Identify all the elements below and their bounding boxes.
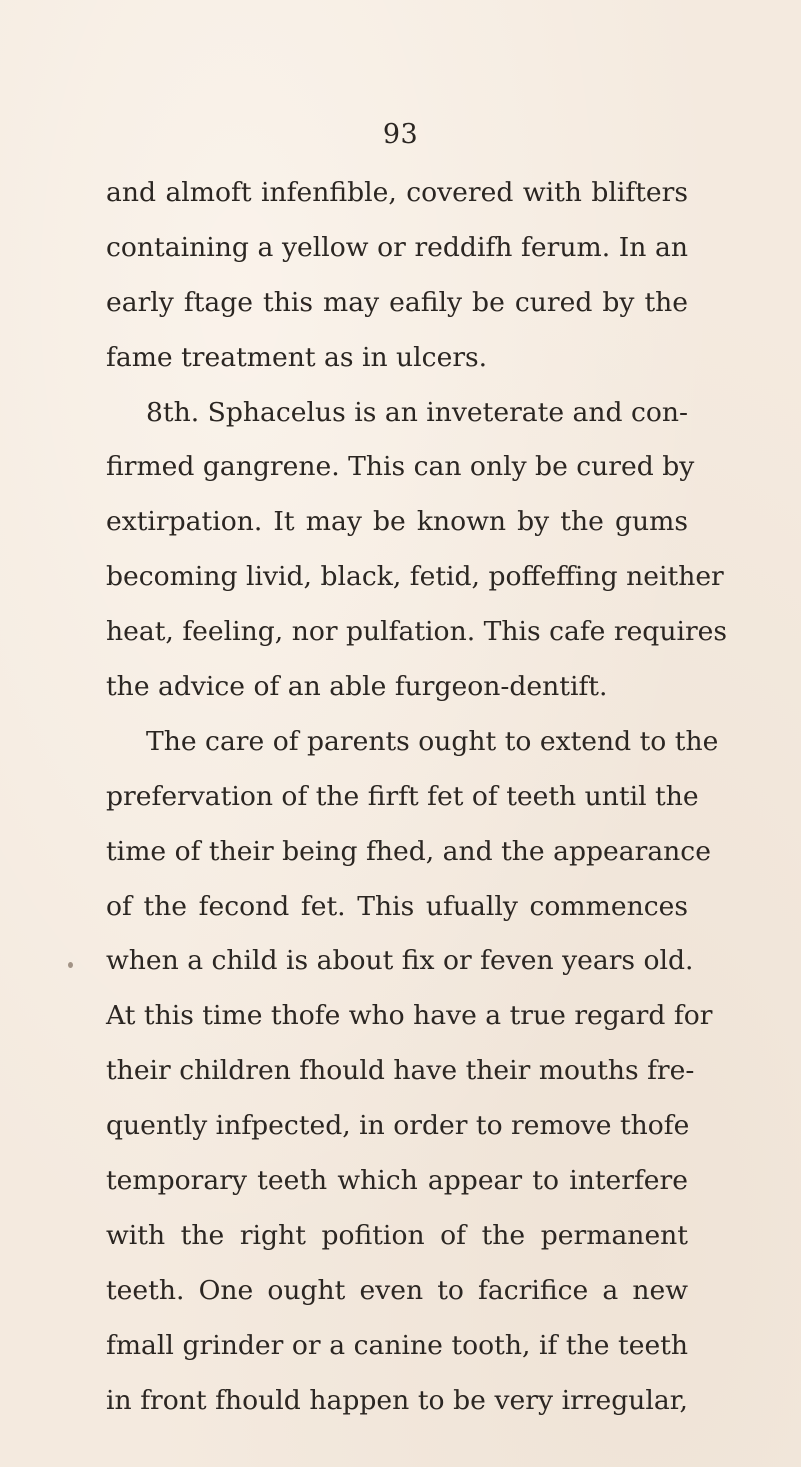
text-line: in front fhould happen to be very irregular, xyxy=(106,1384,688,1416)
text-line: with the right pofition of the permanent xyxy=(106,1219,688,1251)
page-number: 93 xyxy=(382,119,419,150)
text-line: early ftage this may eafily be cured by the xyxy=(106,286,688,318)
text-line: fmall grinder or a canine tooth, if the teeth xyxy=(106,1329,688,1361)
text-line: their children fhould have their mouths fre- xyxy=(106,1055,695,1087)
ink-speck xyxy=(68,962,73,968)
text-line: the advice of an able furgeon-dentift. xyxy=(106,671,608,703)
text-line: firmed gangrene. This can only be cured by xyxy=(106,451,695,483)
text-line: teeth. One ought even to facrifice a new xyxy=(106,1274,688,1306)
text-line: extirpation. It may be known by the gums xyxy=(106,506,688,538)
text-line: time of their being fhed, and the appearance xyxy=(106,835,711,867)
text-line: The care of parents ought to extend to the xyxy=(146,725,719,757)
text-line: and almoft infenfible, covered with blifters xyxy=(106,177,688,208)
text-line: At this time thofe who have a true regard for xyxy=(106,1000,713,1032)
text-line: of the fecond fet. This ufually commences xyxy=(106,890,688,922)
text-line: quently infpected, in order to remove thofe xyxy=(106,1110,690,1142)
text-line: fame treatment as in ulcers. xyxy=(106,341,488,373)
text-line: containing a yellow or reddifh ferum. In an xyxy=(106,231,688,263)
text-line: when a child is about fix or feven years old. xyxy=(106,945,694,977)
text-line: temporary teeth which appear to interfere xyxy=(106,1165,688,1197)
body-text xyxy=(106,166,728,1428)
text-line: prefervation of the firft fet of teeth until the xyxy=(106,780,699,812)
text-line: heat, feeling, nor pulfation. This cafe requires xyxy=(106,616,728,648)
text-line: becoming livid, black, fetid, poffeffing neither xyxy=(106,561,724,593)
text-line: 8th. Sphacelus is an inveterate and con- xyxy=(146,396,689,428)
